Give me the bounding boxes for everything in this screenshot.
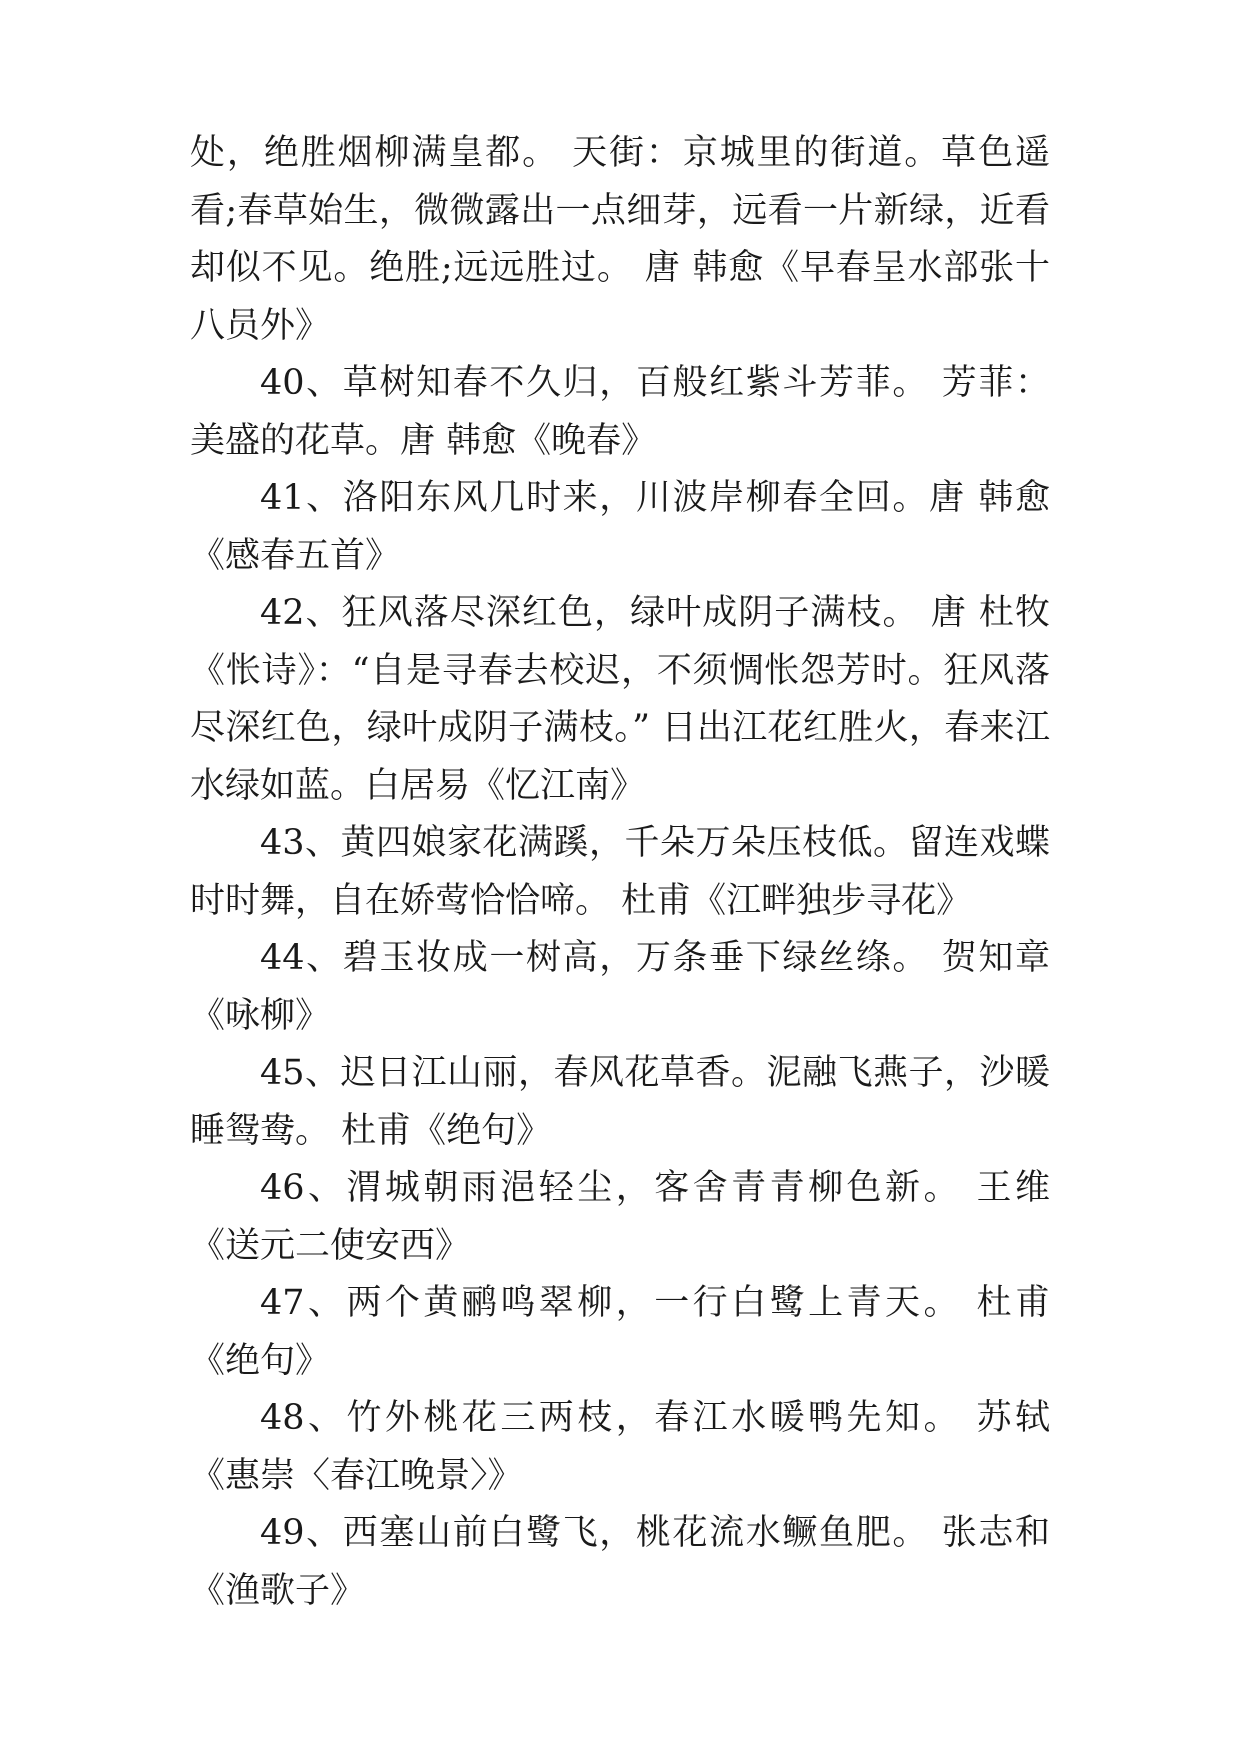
paragraph-44: 44、碧玉妆成一树高，万条垂下绿丝绦。 贺知章《咏柳》 <box>190 938 1050 1036</box>
paragraph-43: 43、黄四娘家花满蹊，千朵万朵压枝低。留连戏蝶时时舞，自在娇莺恰恰啼。 杜甫《江畔独步寻花》 <box>190 823 1050 921</box>
paragraph-42: 42、狂风落尽深红色，绿叶成阴子满枝。 唐 杜牧《怅诗》：“自是寻春去校迟，不须惆怅怨芳时。狂风落尽深红色，绿叶成阴子满枝。” 日出江花红胜火，春来江水绿如蓝。白居易《忆江南》 <box>190 593 1050 806</box>
paragraph-41: 41、洛阳东风几时来，川波岸柳春全回。唐 韩愈《感春五首》 <box>190 478 1050 576</box>
paragraph-49: 49、西塞山前白鹭飞，桃花流水鳜鱼肥。 张志和《渔歌子》 <box>190 1513 1050 1611</box>
document-page <box>190 125 1050 1620</box>
paragraph-46: 46、渭城朝雨浥轻尘，客舍青青柳色新。 王维《送元二使安西》 <box>190 1168 1050 1266</box>
paragraph-40: 40、草树知春不久归，百般红紫斗芳菲。 芳菲：美盛的花草。唐 韩愈《晚春》 <box>190 363 1050 461</box>
paragraph-continuation: 处，绝胜烟柳满皇都。 天街：京城里的街道。草色遥看;春草始生，微微露出一点细芽，远看一片新绿，近看却似不见。绝胜;远远胜过。 唐 韩愈《早春呈水部张十八员外》 <box>190 133 1050 346</box>
paragraph-45: 45、迟日江山丽，春风花草香。泥融飞燕子，沙暖睡鸳鸯。 杜甫《绝句》 <box>190 1053 1050 1151</box>
paragraph-48: 48、竹外桃花三两枝，春江水暖鸭先知。 苏轼《惠崇〈春江晚景〉》 <box>190 1398 1050 1496</box>
paragraph-47: 47、两个黄鹂鸣翠柳，一行白鹭上青天。 杜甫《绝句》 <box>190 1283 1050 1381</box>
